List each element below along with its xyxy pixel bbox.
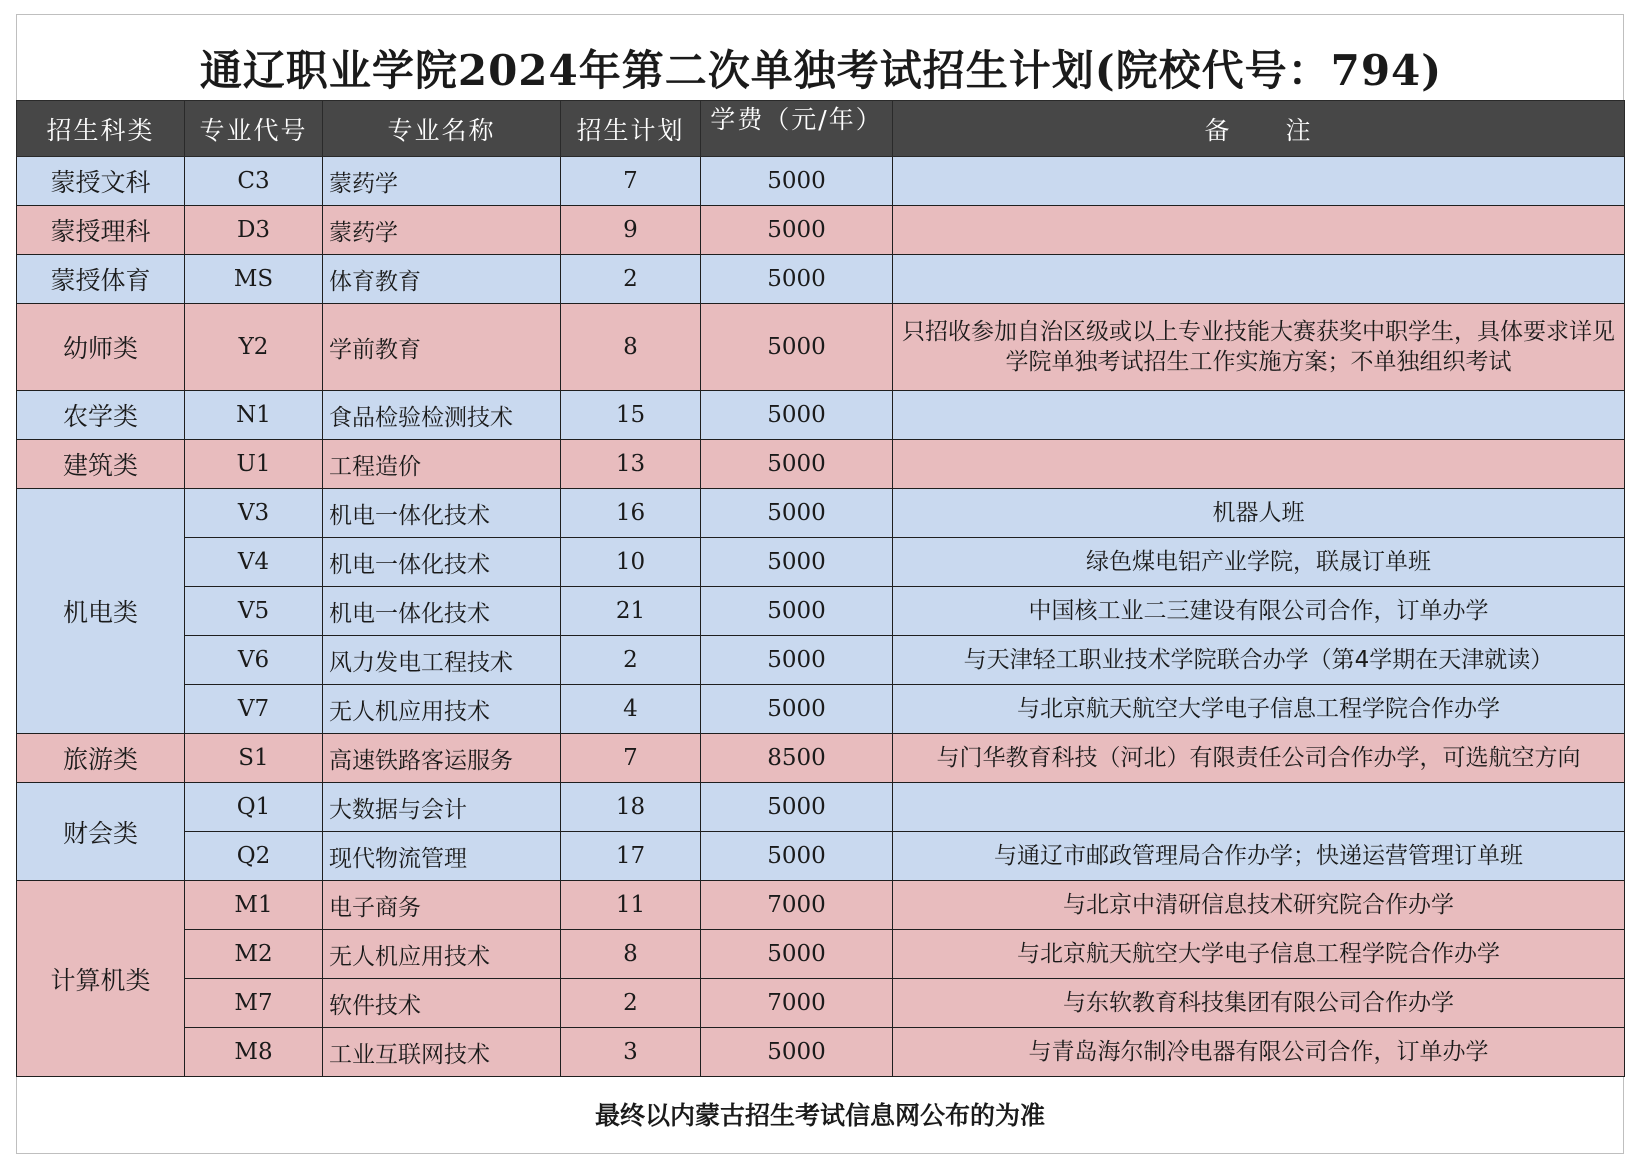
- table-row: [17, 636, 1625, 685]
- major-cell: 学前教育: [323, 304, 561, 391]
- note-cell: 与青岛海尔制冷电器有限公司合作，订单办学: [893, 1028, 1625, 1077]
- table-row: [17, 206, 1625, 255]
- note-cell: 与通辽市邮政管理局合作办学；快递运营管理订单班: [893, 832, 1625, 881]
- note-cell: 与北京航天航空大学电子信息工程学院合作办学: [893, 930, 1625, 979]
- note-cell: [893, 206, 1625, 255]
- fee-cell: 5000: [701, 783, 893, 832]
- header-code: 专业代号: [185, 101, 323, 157]
- category-cell: 计算机类: [17, 881, 185, 1077]
- fee-cell: 5000: [701, 440, 893, 489]
- plan-cell: 2: [561, 979, 701, 1028]
- table-row: [17, 1028, 1625, 1077]
- code-cell: V7: [185, 685, 323, 734]
- plan-cell: 13: [561, 440, 701, 489]
- fee-cell: 5000: [701, 636, 893, 685]
- code-cell: S1: [185, 734, 323, 783]
- fee-cell: 7000: [701, 979, 893, 1028]
- note-cell: [893, 255, 1625, 304]
- note-cell: 与东软教育科技集团有限公司合作办学: [893, 979, 1625, 1028]
- major-cell: 食品检验检测技术: [323, 391, 561, 440]
- category-cell: 蒙授文科: [17, 157, 185, 206]
- note-cell: [893, 783, 1625, 832]
- code-cell: Q2: [185, 832, 323, 881]
- note-cell: 与门华教育科技（河北）有限责任公司合作办学，可选航空方向: [893, 734, 1625, 783]
- category-cell: 幼师类: [17, 304, 185, 391]
- header-major: 专业名称: [323, 101, 561, 157]
- major-cell: 工程造价: [323, 440, 561, 489]
- note-cell: 与北京航天航空大学电子信息工程学院合作办学: [893, 685, 1625, 734]
- table-row: [17, 881, 1625, 930]
- category-cell: 建筑类: [17, 440, 185, 489]
- table-row: [17, 489, 1625, 538]
- code-cell: V6: [185, 636, 323, 685]
- note-cell: [893, 157, 1625, 206]
- header-note: 备 注: [893, 101, 1625, 157]
- fee-cell: 7000: [701, 881, 893, 930]
- code-cell: N1: [185, 391, 323, 440]
- table-header-row: [17, 101, 1625, 157]
- fee-cell: 8500: [701, 734, 893, 783]
- plan-cell: 11: [561, 881, 701, 930]
- table-row: [17, 440, 1625, 489]
- note-cell: [893, 391, 1625, 440]
- fee-cell: 5000: [701, 1028, 893, 1077]
- category-cell: 旅游类: [17, 734, 185, 783]
- plan-cell: 8: [561, 304, 701, 391]
- category-cell: 机电类: [17, 489, 185, 734]
- major-cell: 机电一体化技术: [323, 489, 561, 538]
- code-cell: M1: [185, 881, 323, 930]
- code-cell: V3: [185, 489, 323, 538]
- plan-cell: 3: [561, 1028, 701, 1077]
- fee-cell: 5000: [701, 930, 893, 979]
- code-cell: M7: [185, 979, 323, 1028]
- code-cell: U1: [185, 440, 323, 489]
- table-row: [17, 255, 1625, 304]
- table-row: [17, 304, 1625, 391]
- major-cell: 机电一体化技术: [323, 587, 561, 636]
- plan-cell: 17: [561, 832, 701, 881]
- enrollment-plan-table: [16, 100, 1625, 1077]
- code-cell: M8: [185, 1028, 323, 1077]
- code-cell: V4: [185, 538, 323, 587]
- table-row: [17, 685, 1625, 734]
- table-row: [17, 832, 1625, 881]
- note-cell: 与北京中清研信息技术研究院合作办学: [893, 881, 1625, 930]
- major-cell: 蒙药学: [323, 157, 561, 206]
- code-cell: V5: [185, 587, 323, 636]
- major-cell: 风力发电工程技术: [323, 636, 561, 685]
- note-cell: 机器人班: [893, 489, 1625, 538]
- header-category: 招生科类: [17, 101, 185, 157]
- plan-cell: 16: [561, 489, 701, 538]
- plan-cell: 8: [561, 930, 701, 979]
- table-row: [17, 538, 1625, 587]
- major-cell: 软件技术: [323, 979, 561, 1028]
- fee-cell: 5000: [701, 538, 893, 587]
- note-cell: 绿色煤电铝产业学院，联晟订单班: [893, 538, 1625, 587]
- code-cell: Y2: [185, 304, 323, 391]
- page-title: 通辽职业学院2024年第二次单独考试招生计划(院校代号：794): [199, 46, 1443, 95]
- major-cell: 电子商务: [323, 881, 561, 930]
- major-cell: 高速铁路客运服务: [323, 734, 561, 783]
- major-cell: 现代物流管理: [323, 832, 561, 881]
- code-cell: C3: [185, 157, 323, 206]
- table-row: [17, 587, 1625, 636]
- footer-note: 最终以内蒙古招生考试信息网公布的为准: [594, 1101, 1045, 1130]
- category-cell: 蒙授体育: [17, 255, 185, 304]
- major-cell: 体育教育: [323, 255, 561, 304]
- fee-cell: 5000: [701, 304, 893, 391]
- table-row: [17, 930, 1625, 979]
- category-cell: 财会类: [17, 783, 185, 881]
- code-cell: MS: [185, 255, 323, 304]
- plan-cell: 21: [561, 587, 701, 636]
- table-row: [17, 979, 1625, 1028]
- fee-cell: 5000: [701, 489, 893, 538]
- table-row: [17, 391, 1625, 440]
- major-cell: 工业互联网技术: [323, 1028, 561, 1077]
- fee-cell: 5000: [701, 206, 893, 255]
- code-cell: M2: [185, 930, 323, 979]
- plan-cell: 2: [561, 636, 701, 685]
- header-plan: 招生计划: [561, 101, 701, 157]
- major-cell: 蒙药学: [323, 206, 561, 255]
- major-cell: 大数据与会计: [323, 783, 561, 832]
- note-cell: 与天津轻工职业技术学院联合办学（第4学期在天津就读）: [893, 636, 1625, 685]
- table-row: [17, 783, 1625, 832]
- fee-cell: 5000: [701, 391, 893, 440]
- major-cell: 无人机应用技术: [323, 685, 561, 734]
- fee-cell: 5000: [701, 587, 893, 636]
- plan-cell: 2: [561, 255, 701, 304]
- header-fee: 学费（元/年）: [701, 101, 893, 157]
- fee-cell: 5000: [701, 685, 893, 734]
- fee-cell: 5000: [701, 255, 893, 304]
- note-cell: 中国核工业二三建设有限公司合作，订单办学: [893, 587, 1625, 636]
- table-row: [17, 734, 1625, 783]
- plan-cell: 10: [561, 538, 701, 587]
- plan-cell: 9: [561, 206, 701, 255]
- major-cell: 机电一体化技术: [323, 538, 561, 587]
- note-cell: 只招收参加自治区级或以上专业技能大赛获奖中职学生，具体要求详见学院单独考试招生工作实施方案；不单独组织考试: [893, 304, 1625, 391]
- plan-cell: 18: [561, 783, 701, 832]
- code-cell: Q1: [185, 783, 323, 832]
- plan-cell: 15: [561, 391, 701, 440]
- fee-cell: 5000: [701, 157, 893, 206]
- category-cell: 蒙授理科: [17, 206, 185, 255]
- plan-cell: 7: [561, 157, 701, 206]
- plan-cell: 7: [561, 734, 701, 783]
- fee-cell: 5000: [701, 832, 893, 881]
- category-cell: 农学类: [17, 391, 185, 440]
- major-cell: 无人机应用技术: [323, 930, 561, 979]
- note-cell: [893, 440, 1625, 489]
- plan-cell: 4: [561, 685, 701, 734]
- table-row: [17, 157, 1625, 206]
- code-cell: D3: [185, 206, 323, 255]
